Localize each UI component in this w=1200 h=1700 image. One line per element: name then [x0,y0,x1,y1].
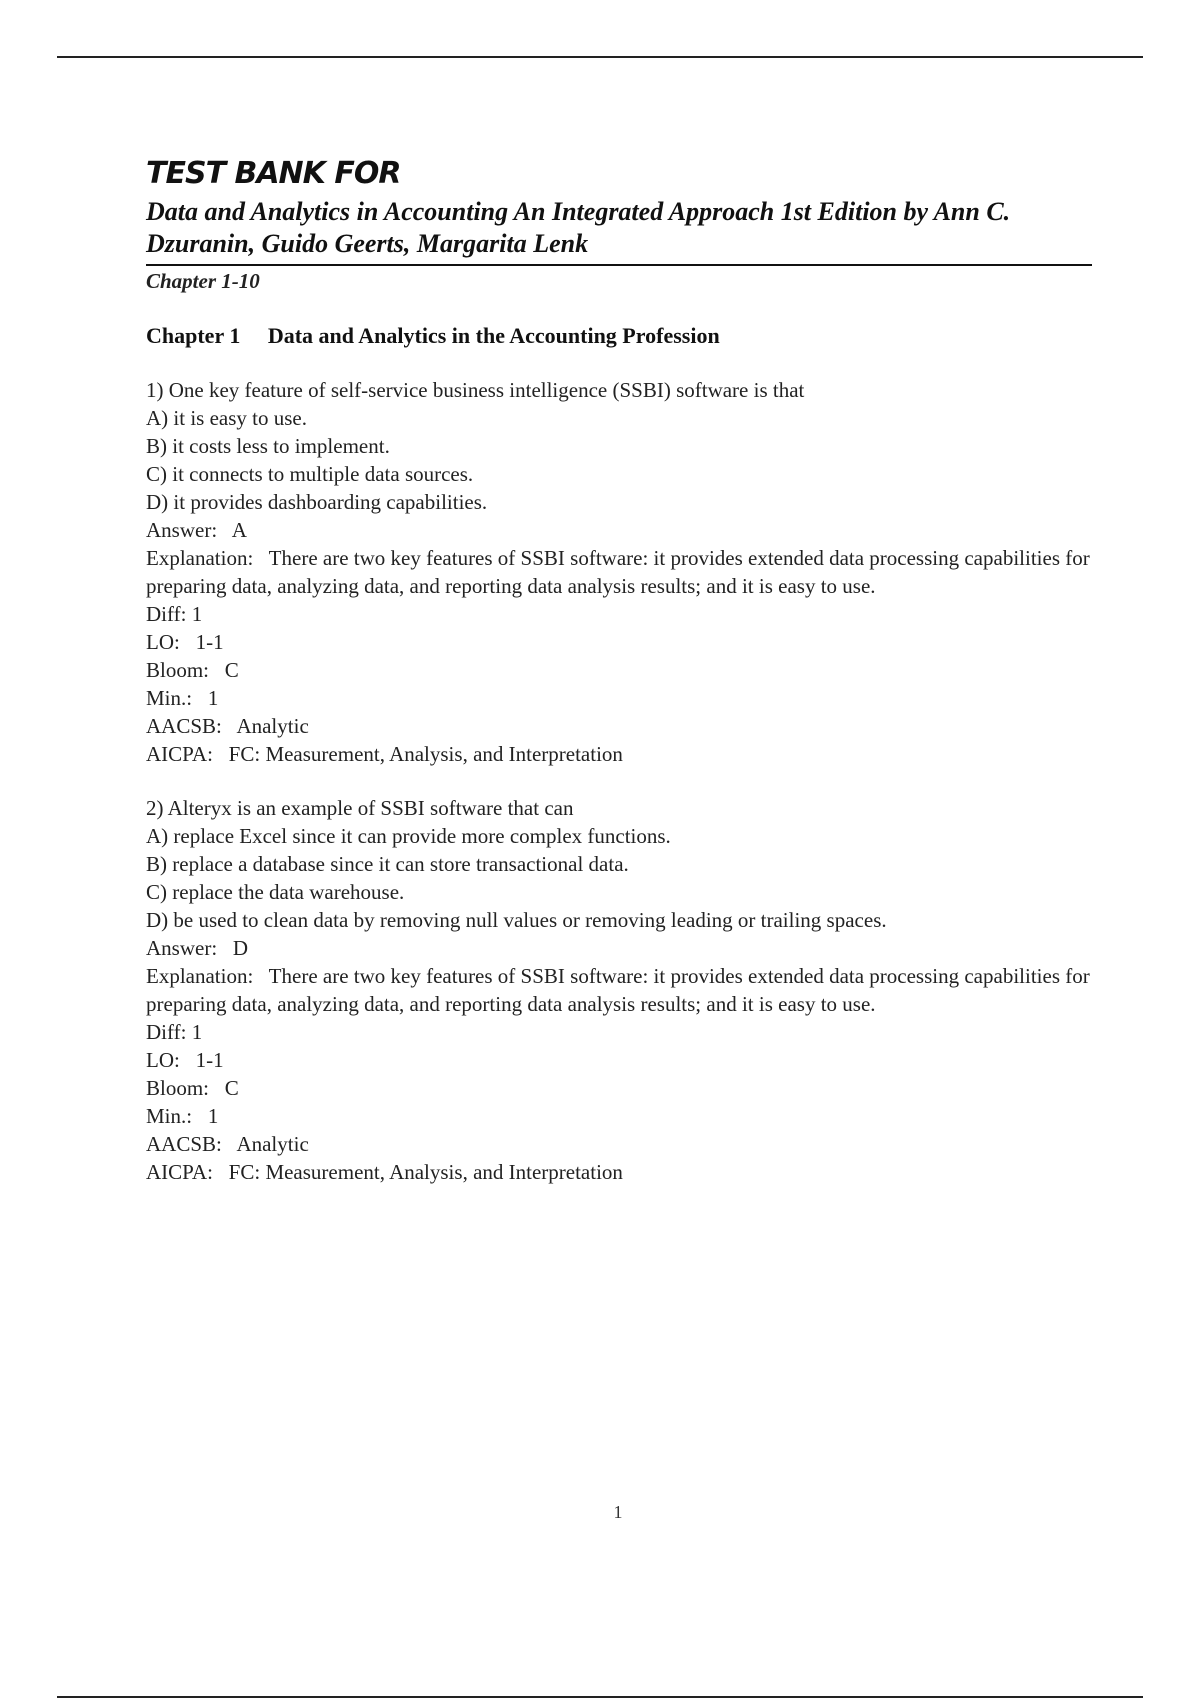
difficulty: Diff: 1 [146,1020,203,1044]
explanation: Explanation: There are two key features of SSBI software: it provides extended data processing capabilities for preparing data, analyzing data, and reporting data analysis results; and it is easy to use. [146,964,1095,1016]
bottom-rule [57,1696,1143,1698]
option-c: C) replace the data warehouse. [146,880,405,904]
option-d: D) be used to clean data by removing null values or removing leading or trailing spaces. [146,908,887,932]
bloom-level: Bloom: C [146,658,239,682]
option-b: B) replace a database since it can store transactional data. [146,852,629,876]
question-2 [146,794,1095,1186]
option-b: B) it costs less to implement. [146,434,390,458]
learning-objective: LO: 1-1 [146,630,224,654]
chapter-heading: Chapter 1 Data and Analytics in the Accounting Profession [146,323,720,348]
bloom-level: Bloom: C [146,1076,239,1100]
answer: Answer: D [146,936,249,960]
question-1 [146,376,1095,768]
option-a: A) it is easy to use. [146,406,307,430]
document-body [146,152,1095,1186]
explanation: Explanation: There are two key features of SSBI software: it provides extended data processing capabilities for preparing data, analyzing data, and reporting data analysis results; and it is easy to use. [146,546,1095,598]
top-rule [57,56,1143,58]
book-title: Data and Analytics in Accounting An Integrated Approach 1st Edition by Ann C. Dzuranin, Guido Geerts, Margarita Lenk [146,196,1092,266]
question-stem: 2) Alteryx is an example of SSBI software that can [146,796,574,820]
chapter-range: Chapter 1-10 [146,269,260,293]
question-stem: 1) One key feature of self-service business intelligence (SSBI) software is that [146,378,805,402]
page-number: 1 [613,1502,623,1522]
aicpa: AICPA: FC: Measurement, Analysis, and Interpretation [146,742,623,766]
difficulty: Diff: 1 [146,602,203,626]
minutes: Min.: 1 [146,1104,219,1128]
aacsb: AACSB: Analytic [146,1132,309,1156]
answer: Answer: A [146,518,247,542]
option-c: C) it connects to multiple data sources. [146,462,474,486]
minutes: Min.: 1 [146,686,219,710]
learning-objective: LO: 1-1 [146,1048,224,1072]
test-bank-title: TEST BANK FOR [146,156,401,191]
aicpa: AICPA: FC: Measurement, Analysis, and Interpretation [146,1160,623,1184]
option-a: A) replace Excel since it can provide more complex functions. [146,824,671,848]
option-d: D) it provides dashboarding capabilities. [146,490,488,514]
aacsb: AACSB: Analytic [146,714,309,738]
